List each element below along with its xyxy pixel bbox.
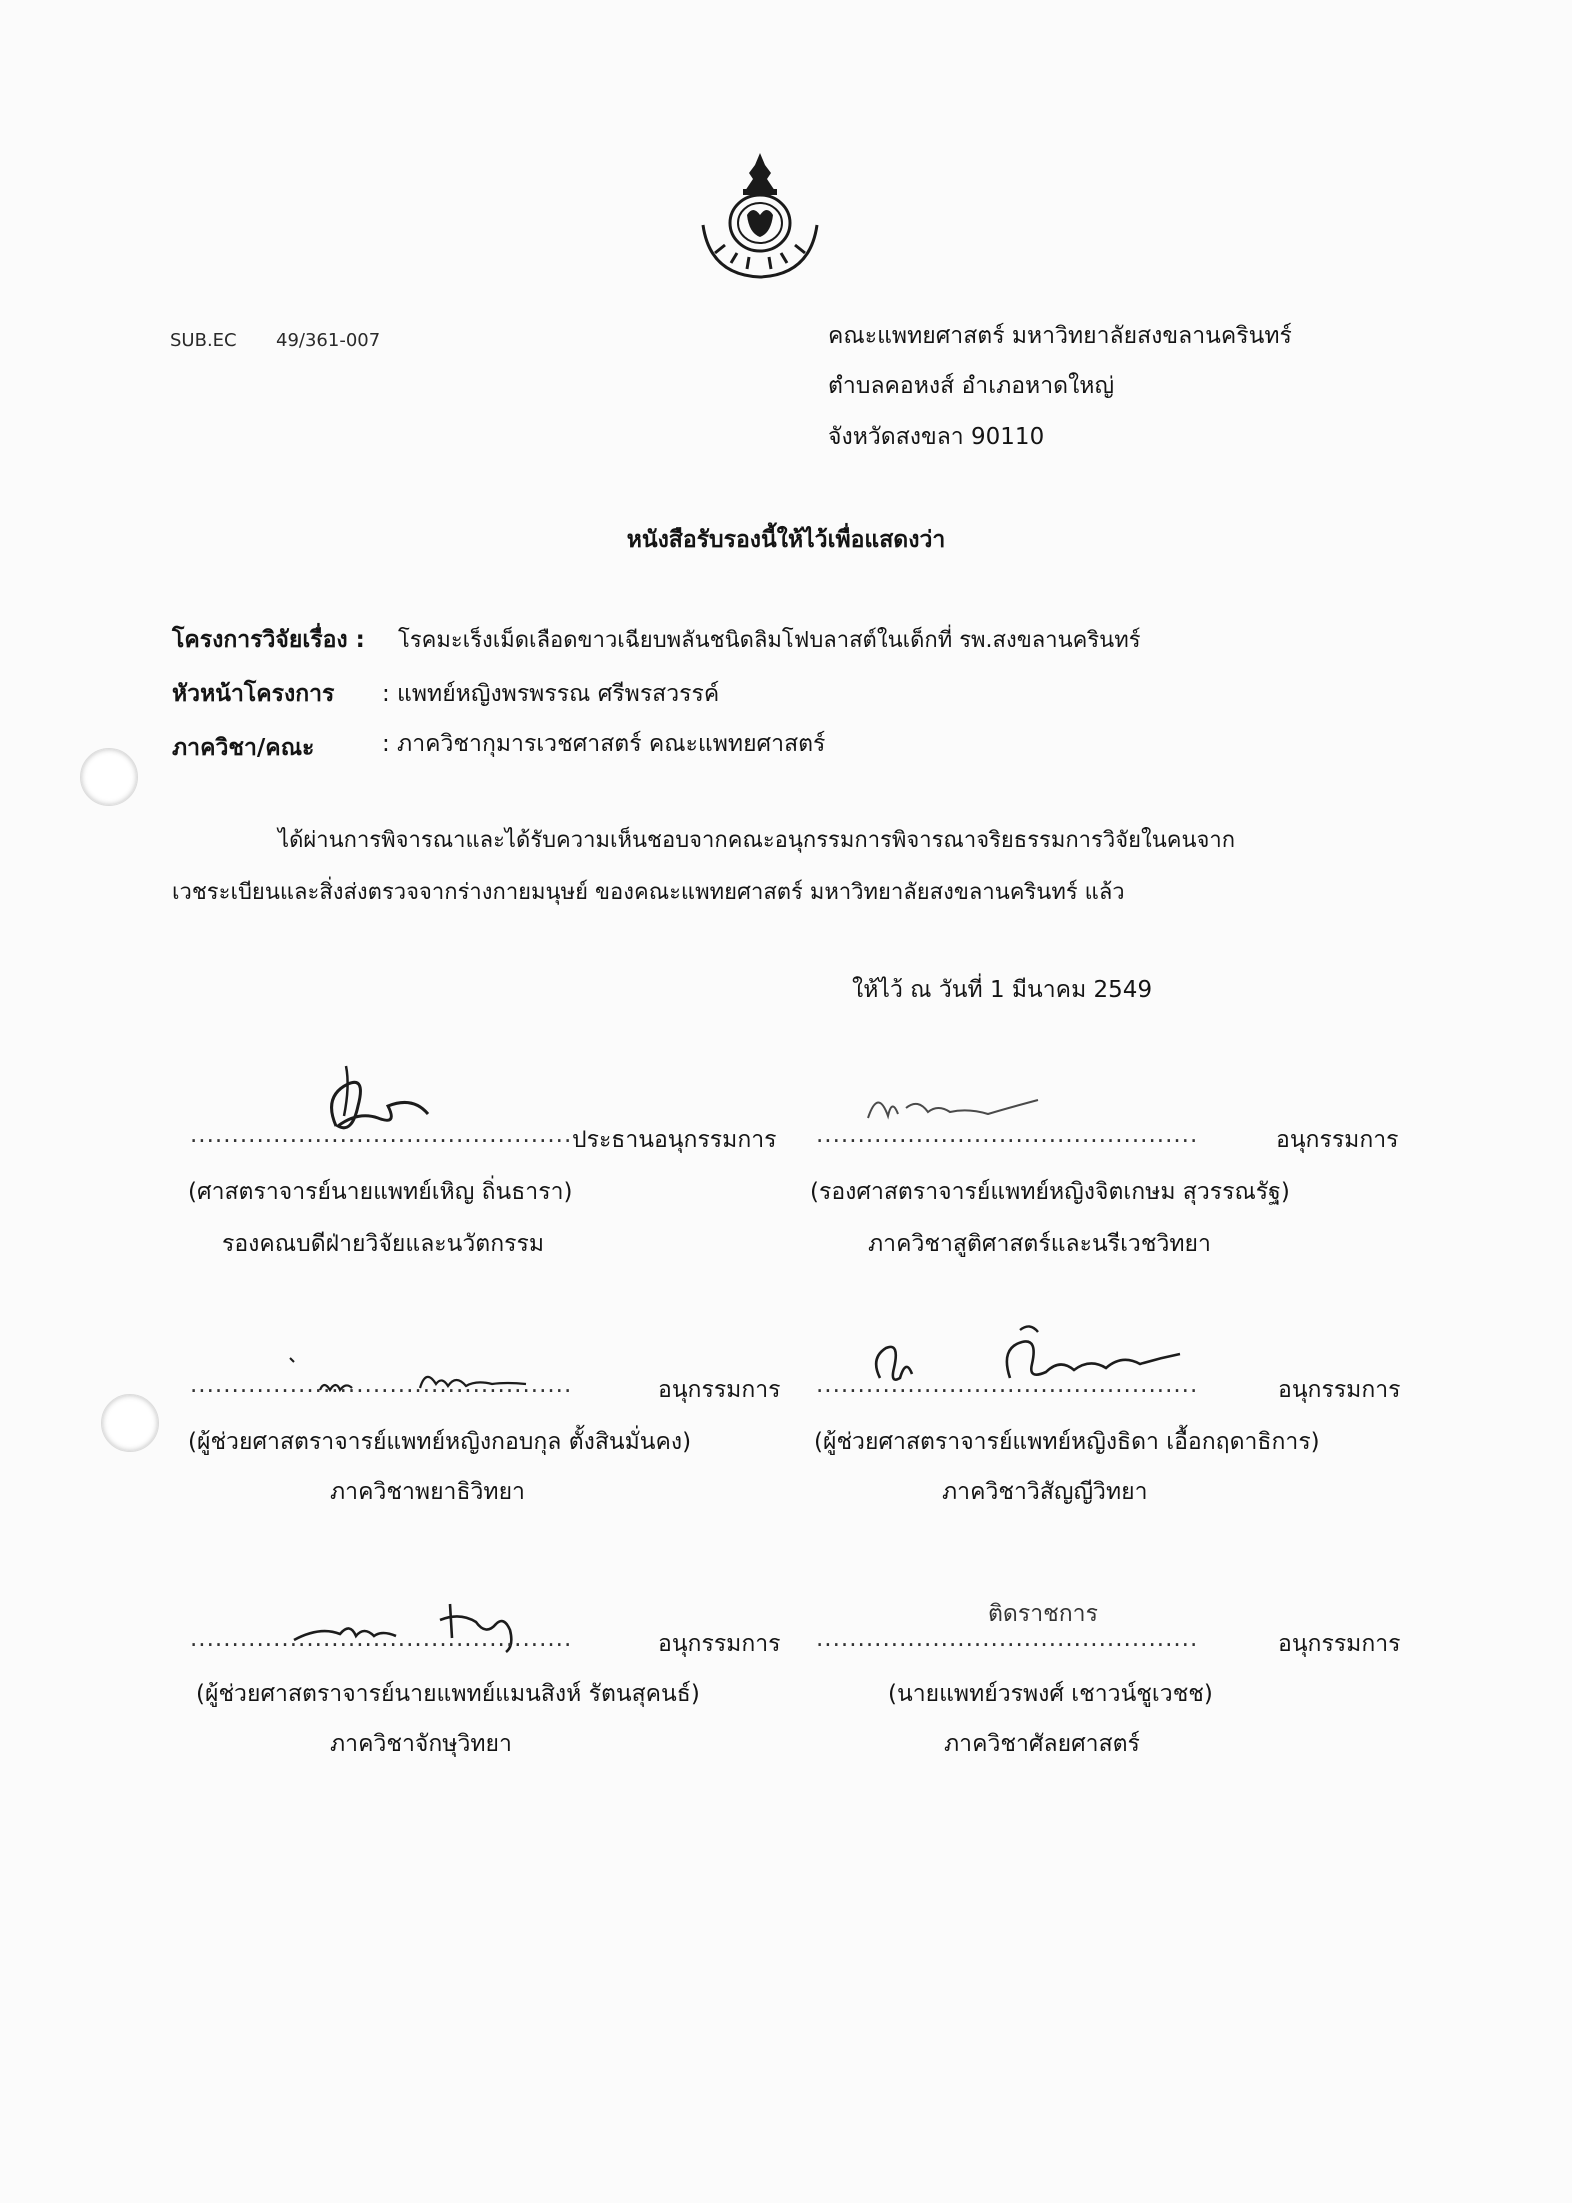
signatory-5-position: ภาควิชาจักษุวิทยา (330, 1731, 512, 1757)
signatory-6-note: ติดราชการ (988, 1601, 1098, 1627)
project-topic-label: โครงการวิจัยเรื่อง : (172, 627, 365, 653)
project-head-value: : แพทย์หญิงพรพรรณ ศรีพรสวรรค์ (382, 681, 720, 707)
project-head-label: หัวหน้าโครงการ (172, 681, 335, 707)
signature-line-4: .............................................. (816, 1372, 1199, 1398)
signatory-4-name: (ผู้ช่วยศาสตราจารย์แพทย์หญิงธิดา เอื้อกฤดาธิการ) (814, 1429, 1320, 1455)
body-line-1: ได้ผ่านการพิจารณาและได้รับความเห็นชอบจากคณะอนุกรรมการพิจารณาจริยธรรมการวิจัยในคนจาก (278, 828, 1236, 853)
punch-hole-bottom (101, 1394, 159, 1452)
signatory-3-role: อนุกรรมการ (658, 1377, 781, 1403)
signatory-4-position: ภาควิชาวิสัญญีวิทยา (942, 1479, 1148, 1505)
signature-line-6: .............................................. (816, 1626, 1199, 1652)
certificate-title: หนังสือรับรองนี้ให้ไว้เพื่อแสดงว่า (626, 527, 946, 553)
signatory-6-name: (นายแพทย์วรพงศ์ เชาวน์ชูเวชช) (888, 1681, 1213, 1707)
signatory-3-position: ภาควิชาพยาธิวิทยา (330, 1479, 525, 1505)
project-topic-value: โรคมะเร็งเม็ดเลือดขาวเฉียบพลันชนิดลิมโฟบลาสต์ในเด็กที่ รพ.สงขลานครินทร์ (398, 628, 1141, 653)
department-label: ภาควิชา/คณะ (172, 735, 315, 761)
signatory-6-role: อนุกรรมการ (1278, 1631, 1401, 1657)
reference-prefix: SUB.EC (170, 330, 237, 351)
issued-date: ให้ไว้ ณ วันที่ 1 มีนาคม 2549 (852, 977, 1153, 1003)
signature-line-5: .............................................. (190, 1626, 573, 1652)
signatory-1-name: (ศาสตราจารย์นายแพทย์เหิญ ถิ่นธารา) (188, 1179, 573, 1205)
signature-line-3: .............................................. (190, 1372, 573, 1398)
signatory-2-position: ภาควิชาสูติศาสตร์และนรีเวชวิทยา (868, 1231, 1211, 1257)
signatory-6-position: ภาควิชาศัลยศาสตร์ (944, 1731, 1140, 1757)
address-line-3: จังหวัดสงขลา 90110 (828, 424, 1045, 450)
address-line-1: คณะแพทยศาสตร์ มหาวิทยาลัยสงขลานครินทร์ (828, 323, 1292, 349)
signatory-2-role: อนุกรรมการ (1276, 1127, 1399, 1153)
signatory-5-role: อนุกรรมการ (658, 1631, 781, 1657)
punch-hole-top (80, 748, 138, 806)
reference-number: 49/361-007 (276, 330, 381, 351)
faculty-seal (685, 145, 835, 285)
signature-line-2: .............................................. (816, 1122, 1199, 1148)
signatory-1-role: ประธานอนุกรรมการ (572, 1127, 777, 1153)
signatory-3-name: (ผู้ช่วยศาสตราจารย์แพทย์หญิงกอบกุล ตั้งสินมั่นคง) (188, 1429, 692, 1455)
signatory-4-role: อนุกรรมการ (1278, 1377, 1401, 1403)
body-line-2: เวชระเบียนและสิ่งส่งตรวจจากร่างกายมนุษย์ ของคณะแพทยศาสตร์ มหาวิทยาลัยสงขลานครินทร์ แล้ว (172, 880, 1125, 905)
signatory-1-position: รองคณบดีฝ่ายวิจัยและนวัตกรรม (222, 1231, 545, 1257)
address-line-2: ตำบลคอหงส์ อำเภอหาดใหญ่ (828, 373, 1115, 399)
signatory-2-name: (รองศาสตราจารย์แพทย์หญิงจิตเกษม สุวรรณรัฐ) (810, 1179, 1290, 1205)
signature-line-1: .............................................. (190, 1122, 573, 1148)
signatory-5-name: (ผู้ช่วยศาสตราจารย์นายแพทย์แมนสิงห์ รัตนสุคนธ์) (196, 1681, 700, 1707)
department-value: : ภาควิชากุมารเวชศาสตร์ คณะแพทยศาสตร์ (382, 731, 826, 757)
